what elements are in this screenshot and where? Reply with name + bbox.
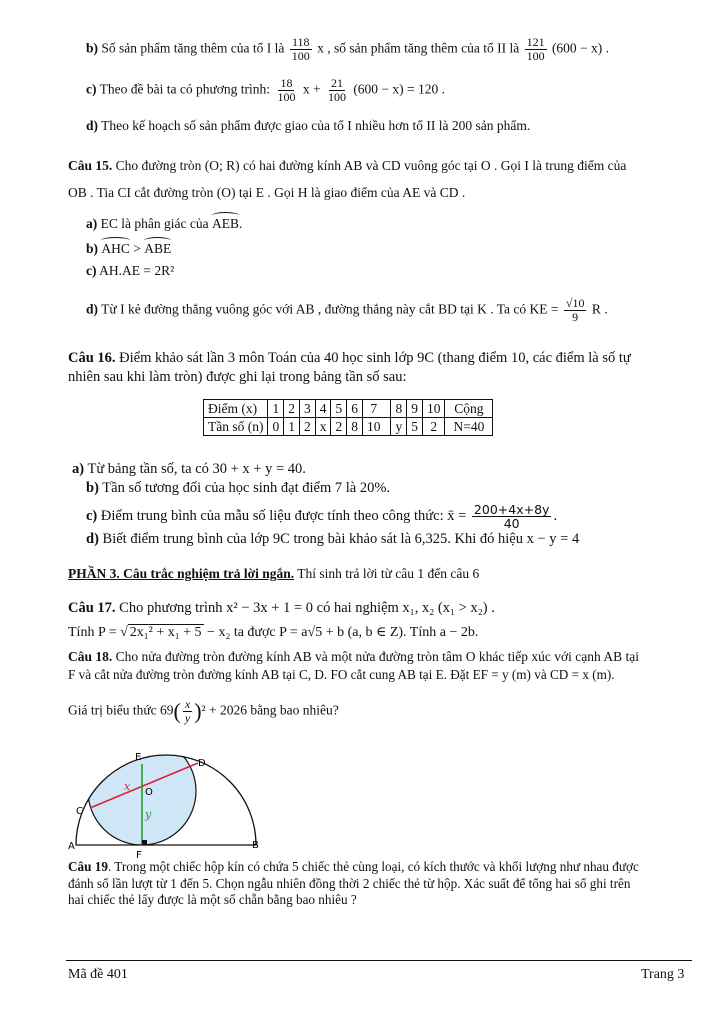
q17-text2a: Tính P =: [68, 625, 117, 640]
q19-line1: [68, 858, 639, 876]
table-row: [204, 418, 493, 436]
q18-line3: [68, 698, 339, 725]
q19-text1: . Trong một chiếc hộp kín có chứa 5 chiếc thẻ cùng loại, có kích thước và khối lượng như nhau được: [107, 859, 639, 874]
q15-b-arc1: AHC: [101, 241, 130, 256]
q16-b-text: Tần số tương đối của học sinh đạt điểm 7 là 20%.: [102, 480, 391, 496]
q16-line2: nhiên sau khi làm tròn) được ghi lại trong bảng tần số sau:: [68, 369, 407, 385]
q16-d-text: Biết điểm trung bình của lớp 9C trong bài khảo sát là 6,325. Khi đó hiệu x − y = 4: [102, 531, 580, 547]
q16-a-label: a): [72, 461, 85, 477]
q14-c-frac1: $\frac{18}{100}$: [277, 76, 296, 104]
table-cell: 3: [299, 400, 315, 418]
table-cell: Cộng: [445, 400, 493, 418]
q15-d-text1: Từ I kẻ đường thẳng vuông góc với AB , đường thẳng này cắt BD tại K . Ta có KE =: [101, 301, 559, 317]
q14-c-text1: Theo đề bài ta có phương trình:: [99, 81, 271, 97]
q14-d-label: d): [86, 118, 99, 133]
q17-text2b: − x₂ ta được P = a√5 + b (a, b ∈ Z). Tính a − 2b.: [203, 625, 479, 640]
q14-b-line: [86, 36, 609, 63]
q19-line2: đánh số lần lượt từ 1 đến 5. Chọn ngẫu nhiên đồng thời 2 chiếc thẻ từ hộp. Xác suất để tổng hai số ghi trên: [68, 876, 631, 891]
q16-line1: [68, 349, 631, 367]
q15-d-frac: $\frac{√10}{9}$: [565, 296, 585, 324]
q18-line1: [68, 648, 639, 666]
q16-text1: Điểm khảo sát lần 3 môn Toán của 40 học sinh lớp 9C (thang điểm 10, các điểm là số tự: [119, 350, 631, 366]
label-f: F: [136, 850, 142, 860]
q15-title: Câu 15.: [68, 158, 113, 173]
footer-divider: [66, 960, 692, 961]
table-cell: x: [315, 418, 331, 436]
q14-c-text2: x +: [302, 81, 321, 97]
q17-title: Câu 17.: [68, 600, 116, 616]
frequency-table: [203, 399, 493, 436]
label-a: A: [68, 841, 75, 852]
q14-d-line: [86, 117, 530, 135]
table-row: [204, 400, 493, 418]
table-cell: 2: [299, 418, 315, 436]
footer-page-number: Trang 3: [641, 967, 685, 982]
q14-c-line: [86, 77, 445, 104]
table-cell: Điểm (x): [204, 400, 268, 418]
q14-c-text3: (600 − x) = 120 .: [353, 81, 446, 97]
q15-d-text2: R .: [591, 301, 608, 317]
q15-d-line: [86, 297, 608, 324]
q15-b-arc2: ABE: [144, 241, 172, 256]
table-cell: N=40: [445, 418, 493, 436]
q19-line3: hai chiếc thẻ lấy được là một số chẵn bằng bao nhiêu ?: [68, 892, 357, 907]
q14-b-label: b): [86, 40, 99, 56]
q15-b-mid: >: [129, 241, 145, 256]
q18-line2: F và cắt nửa đường tròn đường kính AB tại C, D. FO cắt cung AB tại E. Đặt EF = y (m) và CD = x (m).: [68, 667, 615, 682]
q14-b-frac2: $\frac{121}{100}$: [526, 35, 545, 63]
part3-line: [68, 565, 479, 583]
q16-c-text2: .: [553, 507, 558, 524]
label-e: E: [135, 752, 142, 763]
table-cell: 1: [284, 418, 300, 436]
table-cell: 9: [407, 400, 423, 418]
table-cell: 6: [347, 400, 363, 418]
q18-text3b: ² + 2026 bằng bao nhiêu?: [201, 702, 339, 718]
label-b: B: [252, 840, 259, 851]
table-cell: 7: [362, 400, 391, 418]
q15-b-line: [86, 240, 171, 258]
q16-b-label: b): [86, 480, 99, 496]
q14-c-frac2: $\frac{21}{100}$: [327, 76, 346, 104]
table-cell: 4: [315, 400, 331, 418]
q16-c-frac: $\frac{200+4x+8y}{40}$: [473, 502, 550, 531]
label-o: O: [145, 787, 153, 798]
q18-text3a: Giá trị biểu thức 69: [68, 702, 174, 718]
table-cell: 2: [284, 400, 300, 418]
table-cell: 2: [331, 418, 347, 436]
q14-b-frac1: $\frac{118}{100}$: [291, 35, 310, 63]
q14-b-text3: (600 − x) .: [551, 40, 610, 56]
q19-title: Câu 19: [68, 859, 108, 874]
q18-paren-open: (: [173, 698, 181, 724]
right-angle-mark: [142, 840, 147, 845]
q15-c-line: [86, 262, 174, 280]
q15-a-text2: .: [238, 216, 243, 231]
table-cell: 1: [268, 400, 284, 418]
q14-c-label: c): [86, 81, 97, 97]
q15-text1: Cho đường tròn (O; R) có hai đường kính AB và CD vuông góc tại O . Gọi I là trung điểm của: [115, 158, 627, 173]
q15-a-label: a): [86, 216, 98, 231]
table-cell: 5: [407, 418, 423, 436]
q16-a-line: [72, 460, 306, 478]
q16-d-line: [86, 530, 579, 548]
part3-heading: PHẦN 3. Câu trắc nghiệm trả lời ngắn.: [68, 566, 295, 581]
label-x: x: [124, 780, 131, 793]
q14-b-text1: Số sản phẩm tăng thêm của tổ I là: [101, 40, 285, 56]
q17-sqrt: 2x₁² + x₁ + 5: [129, 625, 202, 640]
q15-line2: OB . Tia CI cắt đường tròn (O) tại E . Gọi H là giao điểm của AE và CD .: [68, 185, 466, 200]
q16-b-line: [86, 479, 390, 497]
q18-paren-close: ): [194, 698, 202, 724]
label-y: y: [145, 808, 152, 821]
q17-sqrt-sign: √: [120, 625, 128, 640]
label-d: D: [198, 758, 206, 769]
q16-c-text1: Điểm trung bình của mẫu số liệu được tính theo công thức: x̄ =: [100, 507, 467, 524]
q15-b-label: b): [86, 241, 99, 256]
table-cell: 8: [391, 400, 407, 418]
table-cell: Tần số (n): [204, 418, 268, 436]
q15-line1: [68, 157, 626, 175]
q15-a-arc: AEB: [211, 216, 239, 231]
q16-c-line: [86, 503, 557, 530]
q14-d-text: Theo kế hoạch số sản phẩm được giao của tổ I nhiều hơn tổ II là 200 sản phẩm.: [101, 118, 531, 133]
q17-text1: Cho phương trình x² − 3x + 1 = 0 có hai nghiệm x₁, x₂ (x₁ > x₂) .: [119, 600, 495, 616]
q15-d-label: d): [86, 301, 99, 317]
q16-title: Câu 16.: [68, 350, 116, 366]
table-cell: y: [391, 418, 407, 436]
table-cell: 10: [422, 400, 445, 418]
q17-line1: [68, 599, 495, 617]
q18-frac: $\frac{x}{y}$: [184, 697, 191, 725]
q15-a-line: [86, 215, 242, 233]
q15-c-text: AH.AE = 2R²: [99, 263, 175, 278]
q18-title: Câu 18.: [68, 649, 113, 664]
q17-line2: [68, 624, 478, 642]
q15-a-text1: EC là phân giác của: [100, 216, 209, 231]
table-cell: 10: [362, 418, 391, 436]
table-cell: 2: [422, 418, 445, 436]
q16-c-label: c): [86, 507, 98, 524]
footer-exam-code: Mã đề 401: [68, 967, 128, 982]
q18-text1: Cho nửa đường tròn đường kính AB và một nửa đường tròn tâm O khác tiếp xúc với cạnh AB tại: [115, 649, 639, 664]
label-c: C: [76, 806, 83, 817]
q15-c-label: c): [86, 263, 97, 278]
table-cell: 5: [331, 400, 347, 418]
semicircle-figure: [64, 748, 274, 860]
q16-a-text: Từ bảng tần số, ta có 30 + x + y = 40.: [87, 461, 306, 477]
part3-rest: Thí sinh trả lời từ câu 1 đến câu 6: [294, 566, 480, 581]
table-cell: 0: [268, 418, 284, 436]
q16-d-label: d): [86, 531, 99, 547]
table-cell: 8: [347, 418, 363, 436]
q14-b-text2: x , số sản phẩm tăng thêm của tổ II là: [317, 40, 520, 56]
